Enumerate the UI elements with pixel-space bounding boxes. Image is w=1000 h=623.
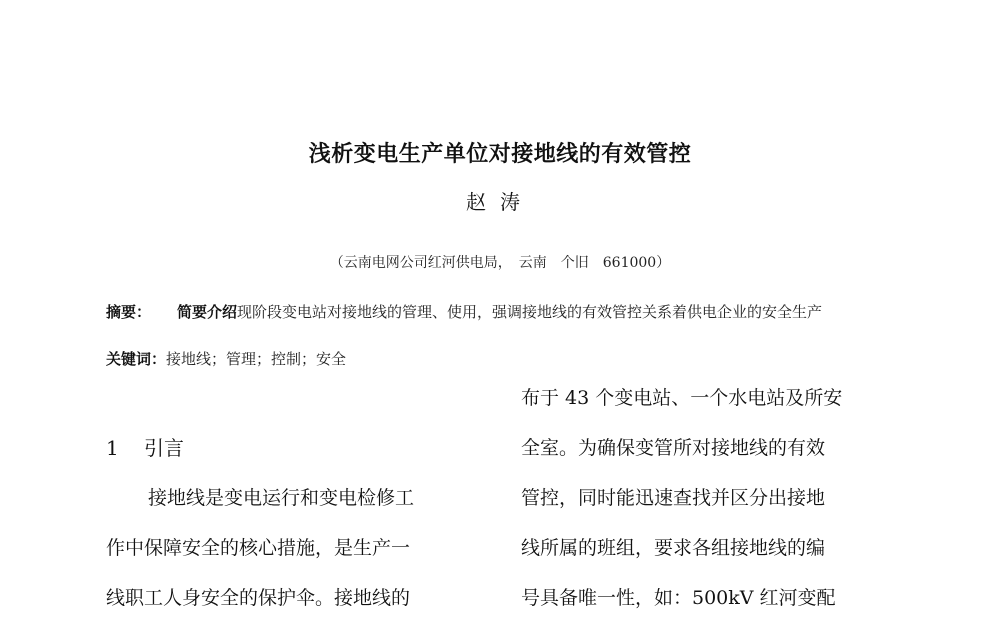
abstract-lead: 简要介绍: [177, 303, 238, 321]
section-title: 引言: [144, 436, 184, 460]
section-heading: [106, 423, 496, 473]
body-text-line: 布于 43 个变电站、一个水电站及所安: [521, 387, 843, 409]
body-text-line: 全室。为确保变管所对接地线的有效: [521, 437, 826, 459]
body-text-line: 作中保障安全的核心措施，是生产一: [106, 537, 411, 559]
right-column: [521, 373, 911, 623]
left-column: [106, 423, 496, 623]
body-text-line: 号具备唯一性，如：500kV 红河变配: [521, 587, 836, 609]
abstract-label: 摘要：: [106, 303, 152, 321]
author-affiliation: （云南电网公司红河供电局， 云南 个旧 661000）: [329, 255, 671, 271]
keywords-text: 接地线；管理；控制；安全: [166, 350, 347, 368]
section-number: 1: [106, 436, 119, 460]
body-text-line: 线职工人身安全的保护伞。接地线的: [106, 587, 411, 609]
paper-title: 浅析变电生产单位对接地线的有效管控: [308, 142, 692, 167]
keywords: [106, 348, 896, 370]
abstract: [106, 301, 896, 323]
author-name: 赵涛: [466, 190, 534, 214]
body-text-line: 管控，同时能迅速查找并区分出接地: [521, 487, 826, 509]
body-text-line: 线所属的班组，要求各组接地线的编: [521, 537, 826, 559]
body-text-line: 接地线是变电运行和变电检修工: [148, 487, 415, 509]
keywords-label: 关键词：: [106, 350, 167, 368]
abstract-text: 现阶段变电站对接地线的管理、使用，强调接地线的有效管控关系着供电企业的安全生产: [237, 303, 823, 321]
